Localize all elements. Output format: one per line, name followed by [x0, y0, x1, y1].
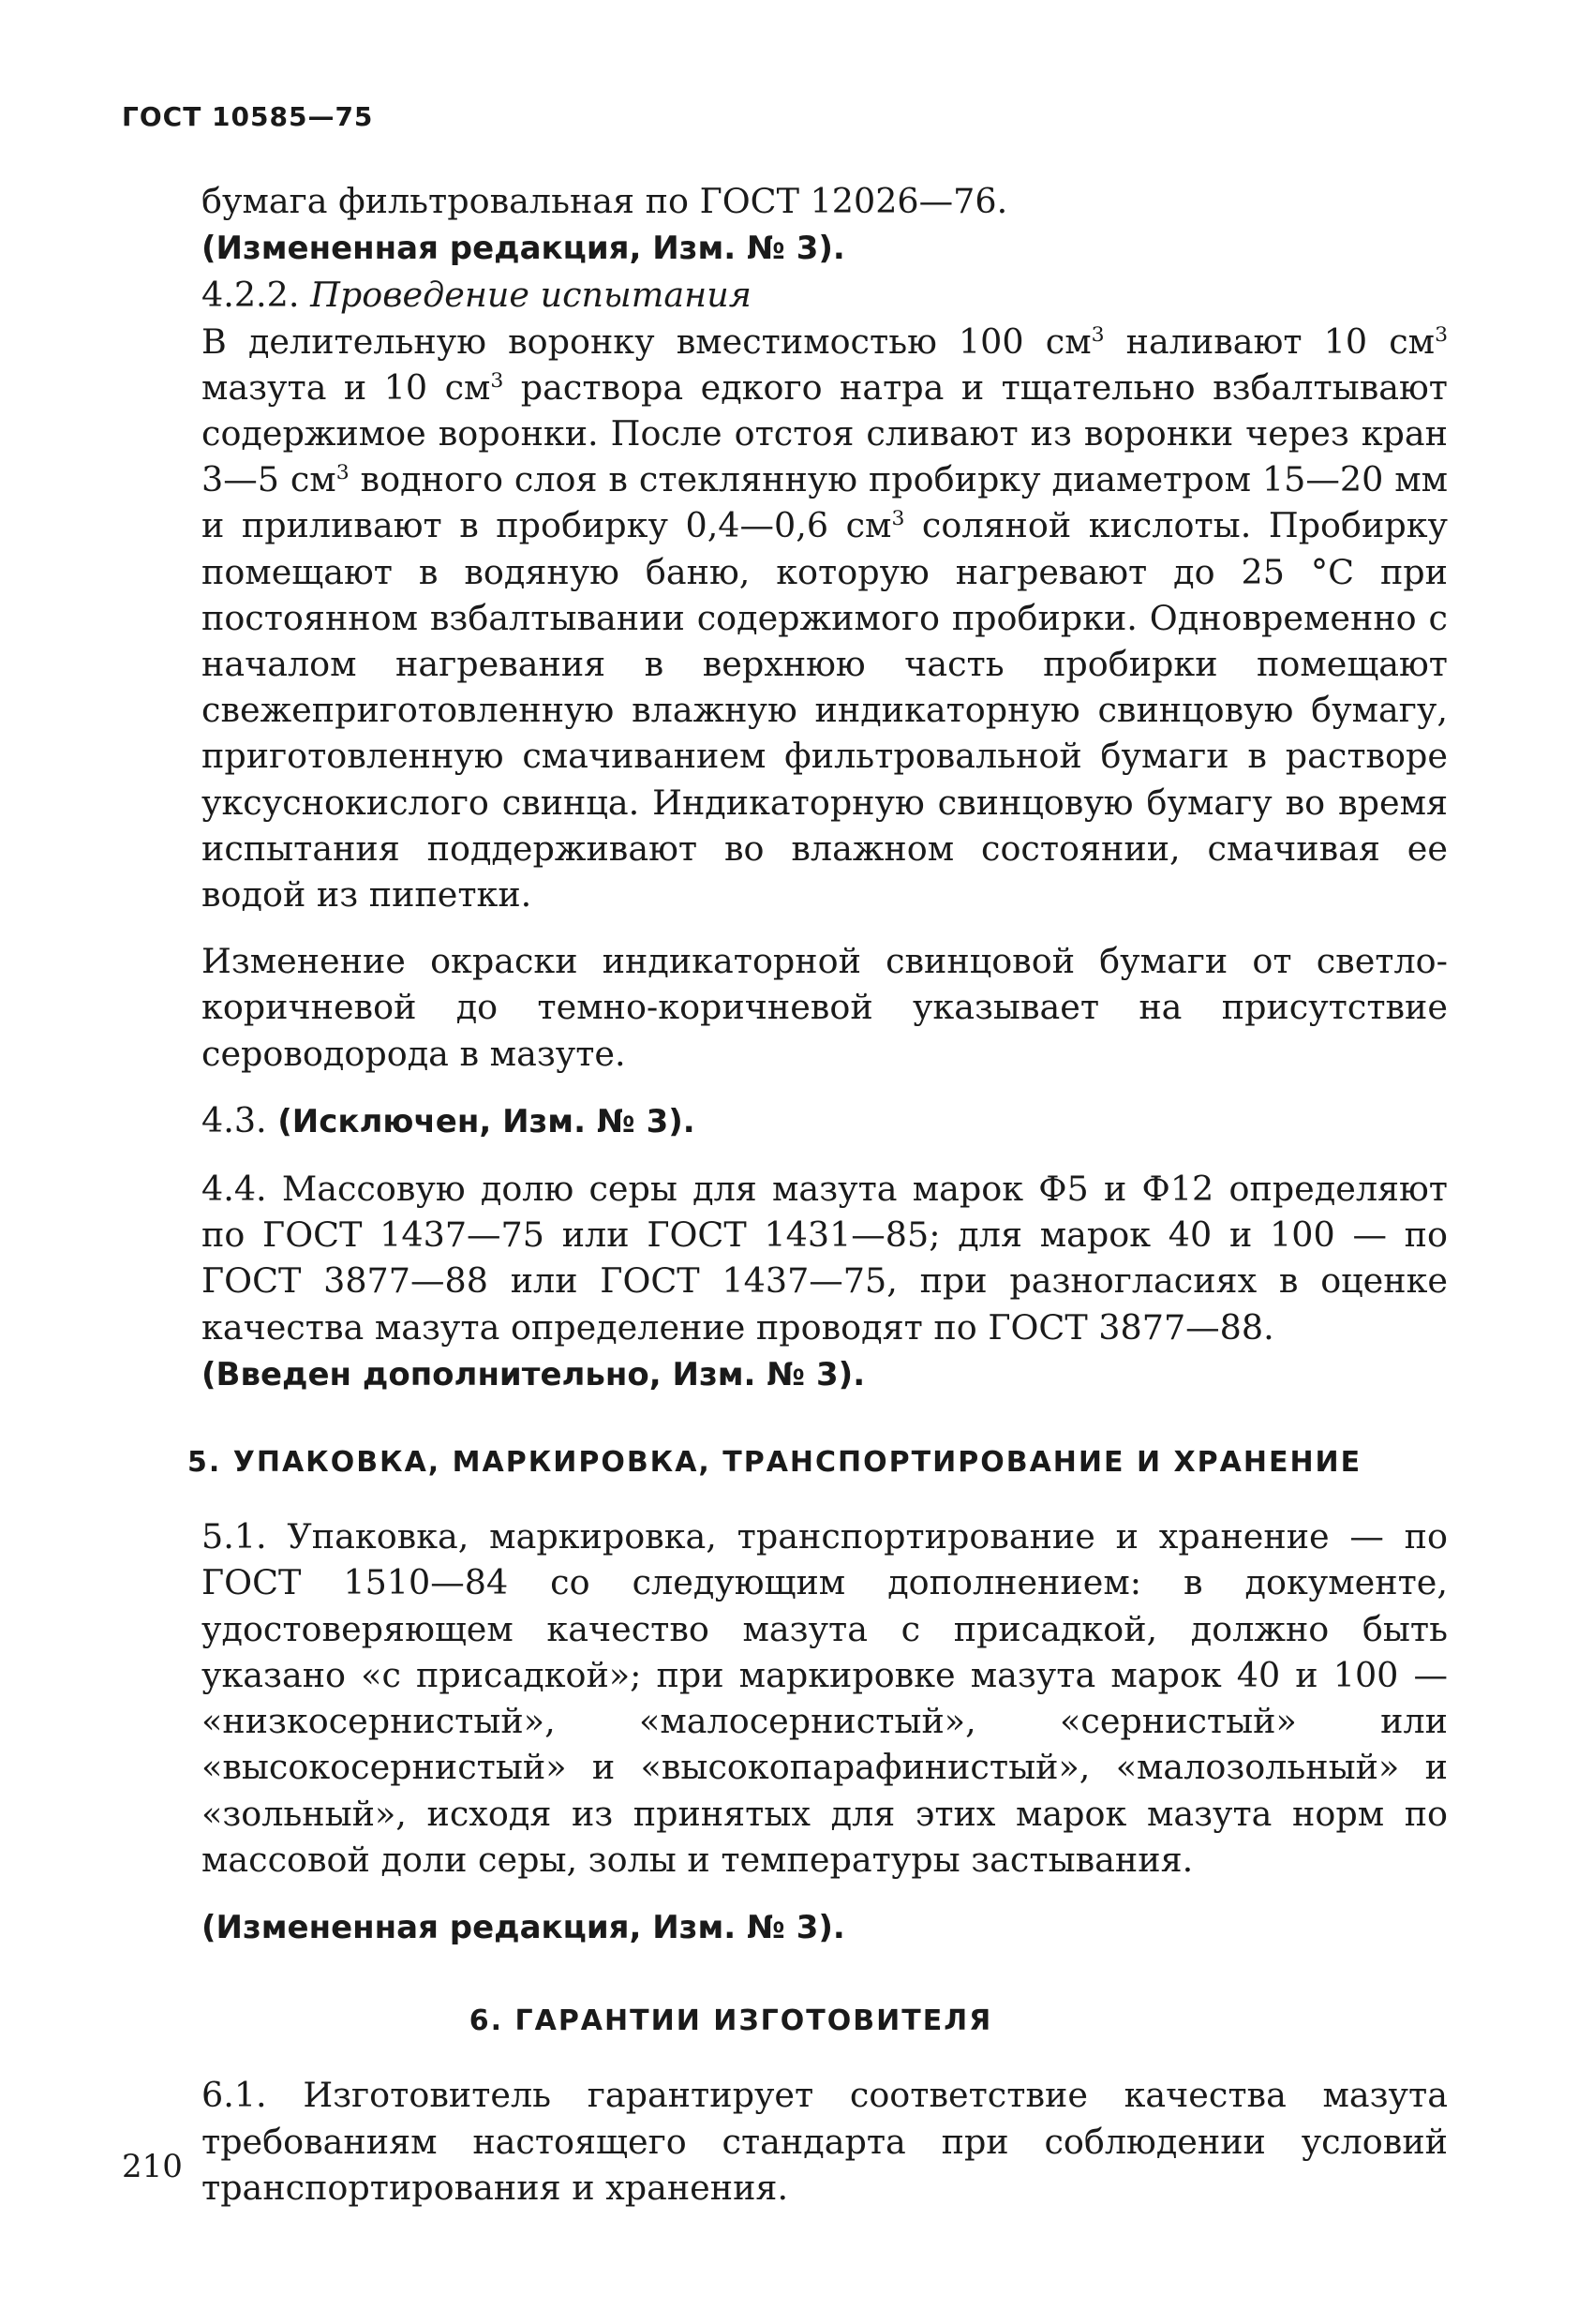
amendment-note — [201, 224, 1448, 272]
text-run: раствора едкого натра и тщательно взбалтывают содержимое воронки. После отстоя сливают из воронки через кран 3—5 см — [201, 366, 1448, 500]
amendment-note — [201, 1903, 1448, 1951]
amendment-note — [201, 1350, 1448, 1398]
section-6-title: 6. ГАРАНТИИ ИЗГОТОВИТЕЛЯ — [469, 2004, 993, 2038]
clause-title: Проведение испытания — [310, 275, 752, 316]
clause-5-1: 5.1. Упаковка, маркировка, транспортирование и хранение — по ГОСТ 1510—84 со следующим дополнением: в документе, удостоверяющем качество мазута с присадкой, должно быть указано «с присадкой»; при маркировке мазута марок 40 и 100 — «низкосернистый», «малосернистый», «сернистый» или «высокосернистый» и «высокопарафинистый», «малозольный» и «зольный», исходя из принятых для этих марок мазута норм по массовой доли серы, золы и температуры застывания. — [201, 1516, 1448, 1880]
superscript: 3 — [1091, 322, 1105, 347]
clause-4-4: 4.4. Массовую долю серы для мазута марок Ф5 и Ф12 определяют по ГОСТ 1437—75 или ГОСТ 1431—85; для марок 40 и 100 — по ГОСТ 3877—88 или ГОСТ 1437—75, при разногласиях в оценке качества мазута определение проводят по ГОСТ 3877—88. — [201, 1169, 1448, 1348]
amendment-text: (Измененная редакция, Изм. № 3). — [201, 1908, 845, 1946]
text-run: водного слоя в стеклянную пробирку диаметром 15—20 мм и приливают в пробирку 0,4—0,6 см — [201, 459, 1448, 546]
superscript: 3 — [1435, 322, 1448, 347]
superscript: 3 — [490, 368, 504, 393]
document-body — [187, 178, 1448, 2211]
clause-number: 4.3. — [201, 1099, 267, 1140]
text-run: В делительную воронку вместимостью 100 см — [201, 320, 1092, 362]
paragraph-color-change: Изменение окраски индикаторной свинцовой бумаги от светло-коричневой до темно-коричневой указывает на присутствие сероводорода в мазуте. — [201, 941, 1448, 1074]
clause-6-1: 6.1. Изготовитель гарантирует соответствие качества мазута требованиям настоящего стандарта при соблюдении условий транспортирования и хранения. — [201, 2075, 1448, 2208]
superscript: 3 — [891, 507, 905, 531]
text-run: наливают 10 см — [1104, 320, 1436, 362]
amendment-text: (Введен дополнительно, Изм. № 3). — [201, 1355, 866, 1393]
text-run: мазута и 10 см — [201, 366, 491, 408]
clause-number: 4.2.2. — [201, 275, 300, 316]
amendment-text: (Измененная редакция, Изм. № 3). — [201, 230, 845, 268]
document-header: ГОСТ 10585—75 — [122, 101, 374, 132]
clause-4-3 — [201, 1097, 1448, 1145]
section-5-title: 5. УПАКОВКА, МАРКИРОВКА, ТРАНСПОРТИРОВАНИЕ И ХРАНЕНИЕ — [187, 1446, 1362, 1480]
paragraph-test-procedure — [201, 319, 1448, 918]
text-run: соляной кислоты. Пробирку помещают в водяную баню, которую нагревают до 25 °С при постоянном взбалтывании содержимого пробирки. Одновременно с началом нагревания в верхнюю часть пробирки помещают свежеприготовленную влажную индикаторную свинцовую бумагу, приготовленную смачиванием фильтровальной бумаги в растворе уксуснокислого свинца. Индикаторную свинцовую бумагу во время испытания поддерживают во влажном состоянии, смачивая ее водой из пипетки. — [201, 505, 1448, 916]
paragraph-filter-paper: бумага фильтровальная по ГОСТ 12026—76. — [201, 181, 1008, 221]
clause-heading-4-2-2 — [201, 272, 1448, 318]
page-number: 210 — [122, 2148, 183, 2185]
superscript: 3 — [335, 461, 350, 485]
clause-text: (Исключен, Изм. № 3). — [277, 1102, 695, 1140]
